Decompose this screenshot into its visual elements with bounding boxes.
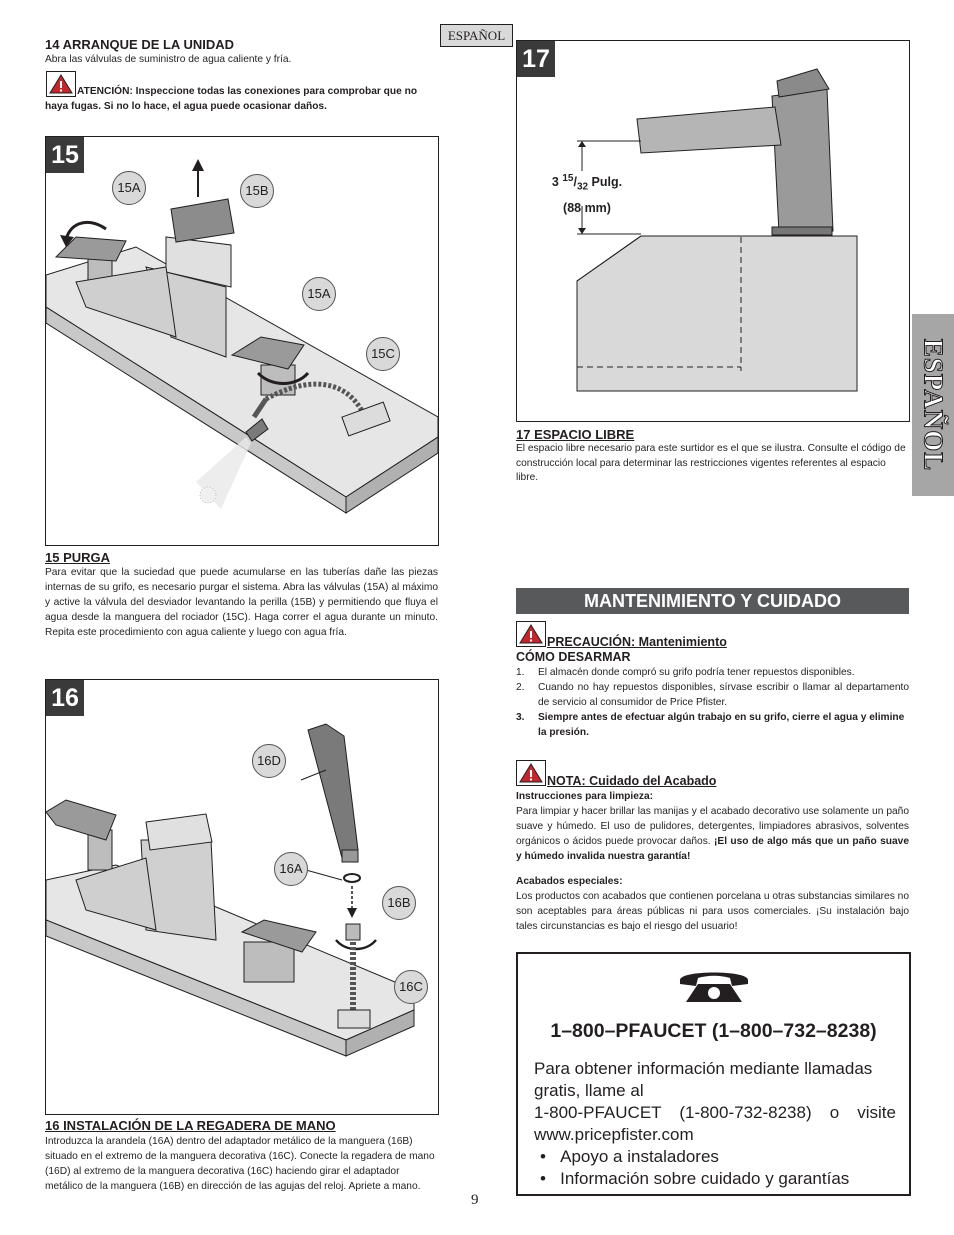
step15-title: 15 PURGA	[45, 550, 111, 565]
cleaning-title: Instrucciones para limpieza:	[516, 791, 654, 802]
contact-line2: 1-800-PFAUCET (1-800-732-8238) o visite	[534, 1103, 896, 1122]
step16-title: 16 INSTALACIÓN DE LA REGADERA DE MANO	[45, 1118, 336, 1133]
callout-15b: 15B	[240, 174, 274, 208]
contact-box	[516, 952, 911, 1196]
warning-label: ATENCIÓN:	[77, 86, 133, 97]
list-item: 1. El almacén donde compró su grifo podría tener repuestos disponibles.	[516, 667, 855, 678]
phone-number: 1–800–PFAUCET (1–800–732–8238)	[550, 1020, 877, 1042]
caution-icon	[516, 621, 546, 647]
callout-16b: 16B	[382, 886, 416, 920]
website-link[interactable]: www.pricepfister.com	[534, 1125, 694, 1144]
figure-16-number: 16	[46, 680, 84, 716]
figure-17-number: 17	[517, 41, 555, 77]
step17-text: El espacio libre necesario para este surtidor es el que se ilustra. Consulte el código de construcción local para determinar las restricciones vigentes referentes al espacio libre.	[516, 443, 906, 483]
cleaning-text: Para limpiar y hacer brillar las manijas y el acabado decorativo use solamente un paño suave y húmedo. El uso de pulidores, detergentes, limpiadores abrasivos, solventes orgánicos o ácidos puede provocar daños. ¡El uso de algo más que un paño suave y húmedo invalida nuestra garantía!	[516, 806, 909, 862]
dim-metric: (88 mm)	[563, 200, 611, 215]
list-item: 3. Siempre antes de efectuar algún trabajo en su grifo, cierre el agua y elimine la presión.	[516, 712, 905, 738]
list-item: • Apoyo a instaladores	[540, 1147, 719, 1166]
note-label: NOTA: Cuidado del Acabado	[547, 774, 717, 788]
step16-text: Introduzca la arandela (16A) dentro del adaptador metálico de la manguera (16B) situado en el extremo de la manguera decorativa (16C). Conecte la regadera de mano (16D) al extremo de la manguera decorativa (16C) haciendo girar el adaptador metálico de la manguera (16B) en dirección de las agujas del reloj. Apriete a mano.	[45, 1136, 435, 1192]
caution-label: PRECAUCIÓN: Mantenimiento	[547, 635, 727, 649]
figure-15-number: 15	[46, 137, 84, 173]
callout-16c: 16C	[394, 970, 428, 1004]
warning-text: Inspeccione todas las conexiones para comprobar que no haya fugas. Si no lo hace, el agua puede ocasionar daños.	[45, 86, 418, 112]
step14-title: 14 ARRANQUE DE LA UNIDAD	[45, 37, 234, 52]
clearance-dimension	[541, 169, 633, 218]
figure-16-illustration	[46, 680, 438, 1114]
dim-whole: 3	[551, 175, 563, 190]
dim-numerator: 15	[562, 173, 574, 184]
step17-title: 17 ESPACIO LIBRE	[516, 427, 635, 442]
disassemble-list	[516, 665, 909, 740]
figure-15	[45, 136, 439, 546]
callout-15c: 15C	[366, 337, 400, 371]
dim-denominator: 32	[576, 181, 589, 193]
list-item: 2. Cuando no hay repuestos disponibles, sírvase escribir o llamar al departamento de servicio al consumidor de Price Pfister.	[516, 682, 909, 708]
note-icon	[516, 760, 546, 786]
phone-icon	[676, 964, 752, 1004]
maintenance-heading: MANTENIMIENTO Y CUIDADO	[516, 588, 909, 614]
figure-17-illustration	[517, 41, 909, 421]
figure-16	[45, 679, 439, 1115]
contact-line1: Para obtener información mediante llamadas gratis, llame al	[534, 1059, 873, 1100]
special-text: Los productos con acabados que contienen porcelana u otras substancias similares no son aceptables para áreas públicas ni para usos comerciales. ¡Su instalación bajo tales circunstancias es bajo el riesgo del usuario!	[516, 891, 909, 932]
step15-text: Para evitar que la suciedad que puede acumularse en las tuberías dañe las piezas internas de su grifo, es necesario purgar el sistema. Abra las válvulas (15A) al máximo y active la válvula del desviador levantando la perilla (15B) y permitiendo que fluya el agua desde la manguera del rociador (15C). Haga correr el agua durante un minuto. Repita este procedimiento con agua caliente y luego con agua fría.	[45, 567, 438, 638]
list-item: • Información sobre cuidado y garantías	[540, 1169, 850, 1188]
callout-15a-left: 15A	[112, 171, 146, 205]
dim-slash: /	[573, 175, 577, 190]
callout-16a: 16A	[274, 852, 308, 886]
language-tag: ESPAÑOL	[440, 24, 513, 47]
callout-15a-right: 15A	[302, 277, 336, 311]
disassemble-title: CÓMO DESARMAR	[516, 650, 631, 664]
page-number: 9	[471, 1192, 479, 1208]
dim-unit: Pulg.	[588, 175, 623, 190]
contact-text	[534, 1058, 896, 1190]
side-language-tab	[912, 314, 954, 496]
step14-warning	[45, 84, 440, 114]
step14-text: Abra las válvulas de suministro de agua caliente y fría.	[45, 54, 292, 65]
side-tab-label: ESPAÑOL	[918, 338, 949, 472]
special-title: Acabados especiales:	[516, 876, 623, 887]
callout-16d: 16D	[252, 744, 286, 778]
figure-17	[516, 40, 910, 422]
